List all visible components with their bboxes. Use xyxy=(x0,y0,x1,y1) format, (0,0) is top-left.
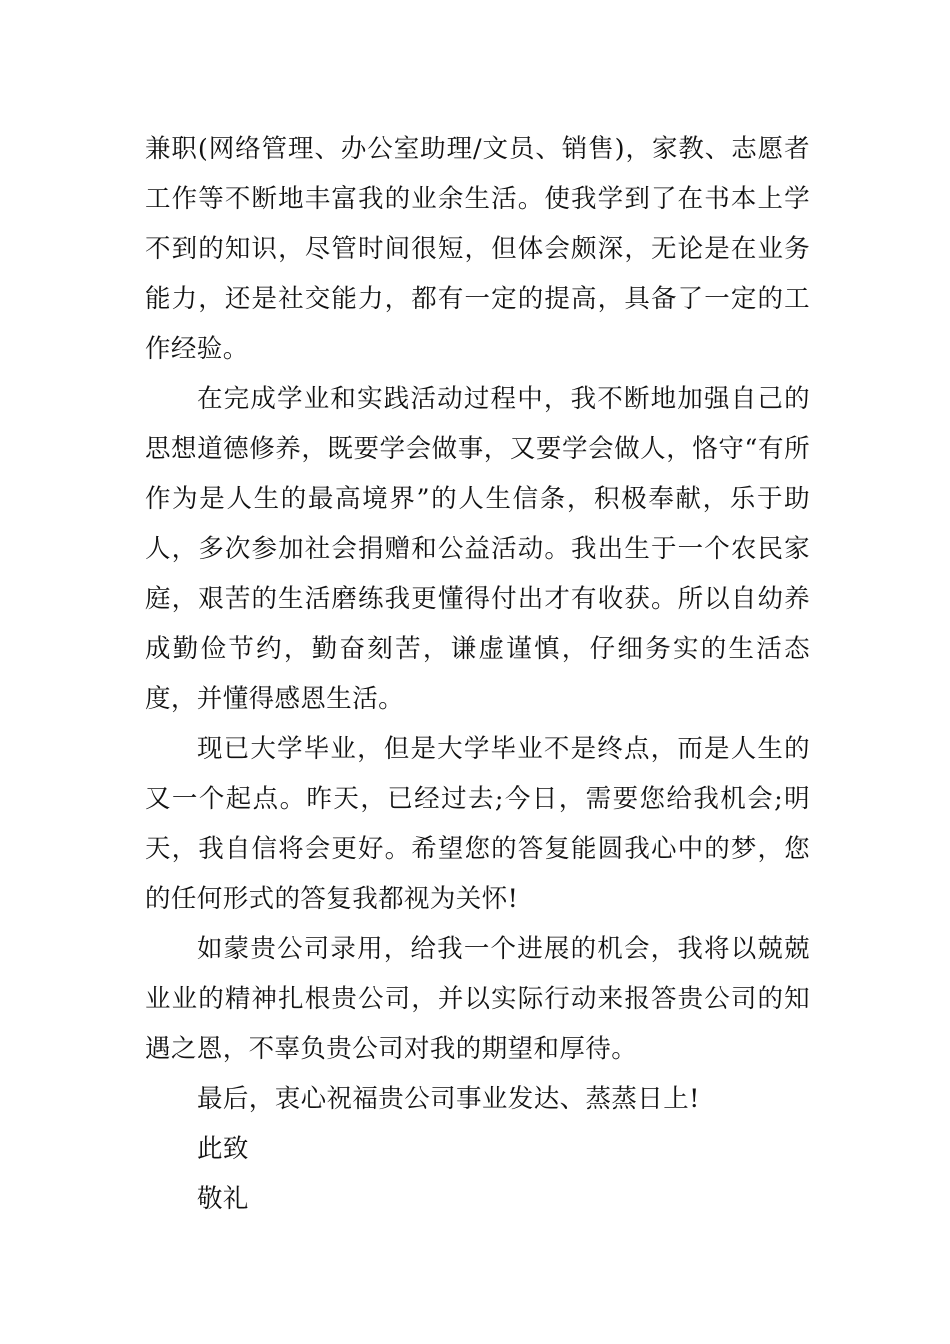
closing-line: 最后，衷心祝福贵公司事业发达、蒸蒸日上! xyxy=(197,1084,700,1114)
paragraph-commitment: 如蒙贵公司录用，给我一个进展的机会，我将以兢兢业业的精神扎根贵公司，并以实际行动来报答贵公司的知遇之恩，不辜负贵公司对我的期望和厚待。 xyxy=(145,934,810,1064)
paragraph-graduation: 现已大学毕业，但是大学毕业不是终点，而是人生的又一个起点。昨天，已经过去;今日，需要您给我机会;明天，我自信将会更好。希望您的答复能圆我心中的梦，您的任何形式的答复我都视为关怀! xyxy=(145,734,810,914)
paragraph-character: 在完成学业和实践活动过程中，我不断地加强自己的思想道德修养，既要学会做事，又要学会做人，恪守“有所作为是人生的最高境界”的人生信条，积极奉献，乐于助人，多次参加社会捐赠和公益活动。我出生于一个农民家庭，艰苦的生活磨练我更懂得付出才有收获。所以自幼养成勤俭节约，勤奋刻苦，谦虚谨慎，仔细务实的生活态度，并懂得感恩生活。 xyxy=(145,384,810,714)
salutation-line-1: 此致 xyxy=(197,1134,249,1164)
paragraph-experience: 兼职(网络管理、办公室助理/文员、销售)，家教、志愿者工作等不断地丰富我的业余生活。使我学到了在书本上学不到的知识，尽管时间很短，但体会颇深，无论是在业务能力，还是社交能力，都有一定的提高，具备了一定的工作经验。 xyxy=(145,134,810,364)
salutation-line-2: 敬礼 xyxy=(197,1184,249,1214)
letter-body xyxy=(145,124,810,1224)
